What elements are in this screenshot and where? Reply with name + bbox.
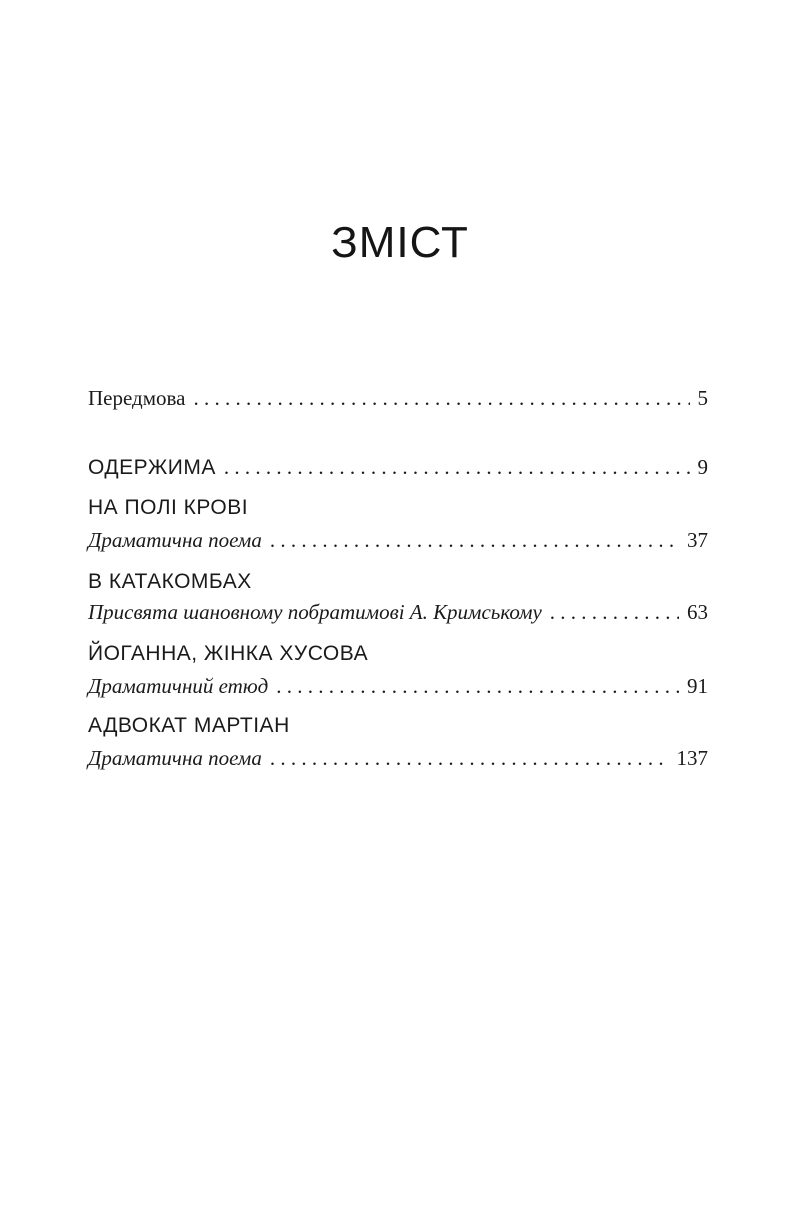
dot-leader (276, 674, 679, 699)
toc-entry-na-poli-krovi[interactable] (88, 528, 708, 558)
toc-entry-v-katakombakh[interactable] (88, 600, 708, 630)
toc-entry-title[interactable]: В КАТАКОМБАХ (88, 570, 252, 593)
toc-page-number: 91 (687, 674, 708, 698)
dot-leader (270, 528, 679, 553)
toc-entry-title[interactable]: ЙОГАННА, ЖІНКА ХУСОВА (88, 642, 369, 665)
toc-page-number: 5 (697, 386, 708, 410)
toc-page-number: 137 (676, 746, 708, 770)
toc-page-number: 9 (697, 455, 708, 479)
page-title: ЗМІСТ (331, 218, 469, 267)
toc-entry-subtitle: Драматичний етюд (88, 674, 269, 698)
toc-entry-oderzhyma[interactable] (88, 455, 708, 485)
dot-leader (224, 455, 690, 480)
toc-entry-title: Передмова (88, 386, 186, 410)
toc-page-number: 63 (687, 600, 708, 624)
toc-entry-title[interactable]: АДВОКАТ МАРТІАН (88, 714, 290, 737)
toc-entry-yohanna[interactable] (88, 674, 708, 704)
toc-entry-subtitle: Присвята шановному побратимові А. Кримському (88, 600, 542, 624)
toc-page-number: 37 (687, 528, 708, 552)
toc-entry-title[interactable]: НА ПОЛІ КРОВІ (88, 496, 249, 519)
toc-entry-subtitle: Драматична поема (88, 528, 262, 552)
dot-leader (550, 600, 679, 625)
dot-leader (270, 746, 669, 771)
toc-entry-preface[interactable] (88, 386, 708, 416)
toc-entry-title: ОДЕРЖИМА (88, 456, 216, 479)
toc-entry-subtitle: Драматична поема (88, 746, 262, 770)
toc-entry-advokat-martian[interactable] (88, 746, 708, 776)
dot-leader (193, 386, 689, 411)
